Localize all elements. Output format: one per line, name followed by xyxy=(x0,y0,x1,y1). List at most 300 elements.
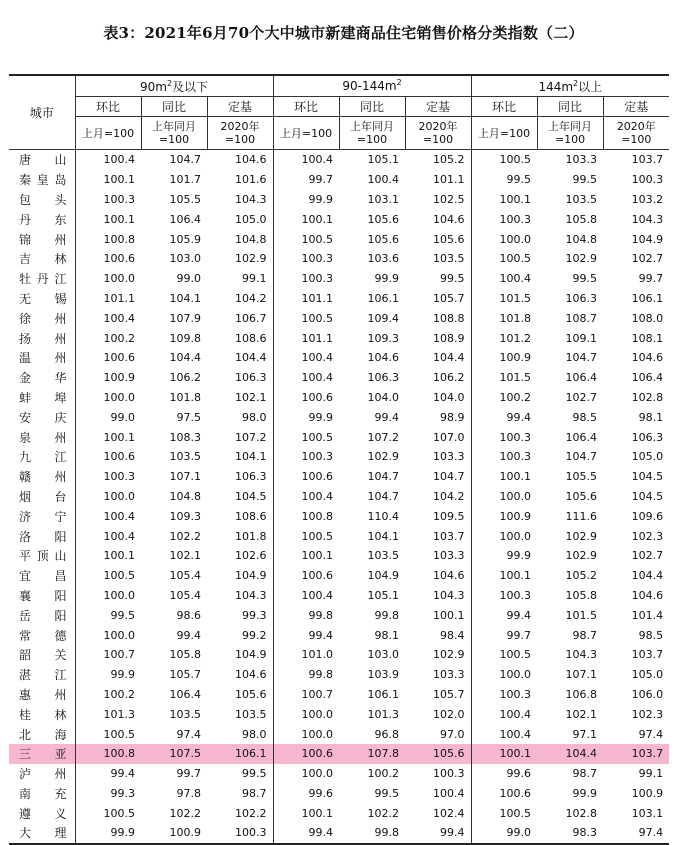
index-value: 103.7 xyxy=(631,153,664,167)
index-value: 99.7 xyxy=(638,272,664,286)
subheader-mom: 环比 xyxy=(75,97,141,117)
index-value: 101.8 xyxy=(471,308,537,328)
index-value: 100.0 xyxy=(75,388,141,408)
index-value: 100.7 xyxy=(75,645,141,665)
index-value: 101.1 xyxy=(75,289,141,309)
city-name: 烟台 xyxy=(9,487,75,507)
index-value: 104.7 xyxy=(565,351,598,365)
index-value: 104.1 xyxy=(169,291,201,305)
index-value: 102.9 xyxy=(235,252,267,266)
table-row xyxy=(9,427,669,447)
index-value: 100.3 xyxy=(433,767,465,781)
index-value: 97.5 xyxy=(176,410,201,424)
index-value: 104.6 xyxy=(433,212,465,226)
index-value: 104.7 xyxy=(367,489,400,503)
index-value: 107.8 xyxy=(339,744,405,764)
index-value: 104.7 xyxy=(433,470,465,484)
index-value: 100.6 xyxy=(75,348,141,368)
index-value: 100.8 xyxy=(273,506,339,526)
index-value: 103.5 xyxy=(433,252,465,266)
subheader-fixed-base: 定基 xyxy=(603,97,669,117)
index-value: 104.6 xyxy=(631,588,664,602)
index-value: 104.3 xyxy=(235,588,267,602)
index-value: 98.1 xyxy=(374,628,400,642)
index-value: 100.3 xyxy=(273,269,339,289)
index-value: 102.1 xyxy=(235,390,267,404)
index-value: 108.6 xyxy=(235,331,267,345)
index-value: 100.5 xyxy=(273,427,339,447)
index-value: 105.8 xyxy=(565,588,598,602)
index-value: 98.0 xyxy=(242,727,267,741)
index-value: 104.8 xyxy=(235,232,267,246)
index-value: 99.5 xyxy=(572,173,598,187)
city-name: 北海 xyxy=(9,724,75,744)
index-value: 108.6 xyxy=(235,509,267,523)
index-value: 100.4 xyxy=(273,150,339,170)
index-value: 100.5 xyxy=(75,566,141,586)
group-header-small: $90m^2$及以下 xyxy=(75,75,273,97)
index-value: 102.4 xyxy=(433,806,465,820)
index-value: 100.2 xyxy=(471,388,537,408)
index-value: 104.9 xyxy=(367,569,400,583)
index-value: 105.7 xyxy=(433,291,465,305)
index-value: 110.4 xyxy=(367,509,400,523)
city-name: 牡丹江 xyxy=(9,269,75,289)
index-value: 100.3 xyxy=(471,209,537,229)
index-value: 104.4 xyxy=(433,351,465,365)
index-value: 104.8 xyxy=(169,489,201,503)
city-name: 徐州 xyxy=(9,308,75,328)
index-value: 102.9 xyxy=(565,549,598,563)
base-label-yoy: 上年同月 =100 xyxy=(339,117,405,150)
index-value: 100.1 xyxy=(75,170,141,190)
city-name: 金华 xyxy=(9,368,75,388)
index-value: 105.0 xyxy=(631,668,664,682)
index-value: 99.9 xyxy=(273,407,339,427)
index-value: 100.9 xyxy=(141,823,207,844)
index-value: 107.0 xyxy=(433,430,465,444)
index-value: 101.1 xyxy=(273,289,339,309)
index-value: 100.0 xyxy=(273,764,339,784)
index-value: 101.5 xyxy=(471,289,537,309)
index-value: 100.0 xyxy=(75,269,141,289)
city-name: 扬州 xyxy=(9,328,75,348)
index-value: 97.4 xyxy=(176,727,201,741)
index-value: 104.8 xyxy=(565,232,598,246)
table-header xyxy=(9,75,669,150)
index-value: 100.4 xyxy=(273,487,339,507)
index-value: 100.0 xyxy=(75,487,141,507)
index-value: 104.5 xyxy=(631,470,664,484)
city-name: 韶关 xyxy=(9,645,75,665)
index-value: 107.2 xyxy=(235,430,267,444)
index-value: 102.2 xyxy=(235,806,267,820)
index-value: 105.5 xyxy=(565,470,598,484)
index-value: 99.1 xyxy=(242,272,267,286)
index-value: 109.5 xyxy=(433,509,465,523)
group-header-large: $144m^2$以上 xyxy=(471,75,669,97)
index-value: 98.5 xyxy=(572,410,598,424)
index-value: 99.9 xyxy=(471,546,537,566)
index-value: 106.0 xyxy=(631,687,664,701)
index-value: 102.3 xyxy=(631,529,664,543)
index-value: 102.2 xyxy=(169,806,201,820)
index-value: 98.7 xyxy=(572,628,598,642)
table-row xyxy=(9,546,669,566)
city-name: 洛阳 xyxy=(9,526,75,546)
index-value: 106.4 xyxy=(169,687,201,701)
index-value: 100.3 xyxy=(471,447,537,467)
index-value: 100.1 xyxy=(471,744,537,764)
index-value: 104.6 xyxy=(367,351,400,365)
index-value: 100.0 xyxy=(471,665,537,685)
index-value: 100.1 xyxy=(471,190,537,210)
index-value: 108.9 xyxy=(433,331,465,345)
table-row xyxy=(9,685,669,705)
index-value: 106.2 xyxy=(169,371,201,385)
index-value: 104.6 xyxy=(631,351,664,365)
index-value: 100.3 xyxy=(75,190,141,210)
subheader-mom: 环比 xyxy=(471,97,537,117)
index-value: 99.4 xyxy=(273,625,339,645)
index-value: 100.4 xyxy=(471,269,537,289)
table-row xyxy=(9,823,669,844)
index-value: 101.3 xyxy=(75,704,141,724)
city-name: 平顶山 xyxy=(9,546,75,566)
city-name: 大理 xyxy=(9,823,75,844)
index-value: 100.3 xyxy=(273,249,339,269)
city-name: 唐山 xyxy=(9,150,75,170)
index-value: 105.0 xyxy=(235,212,267,226)
index-value: 100.6 xyxy=(75,447,141,467)
index-value: 100.5 xyxy=(273,229,339,249)
index-value: 102.5 xyxy=(433,192,465,206)
index-value: 103.1 xyxy=(367,192,400,206)
subheader-yoy: 同比 xyxy=(339,97,405,117)
index-value: 100.4 xyxy=(75,308,141,328)
index-value: 100.4 xyxy=(75,506,141,526)
index-value: 105.6 xyxy=(433,232,465,246)
index-value: 99.4 xyxy=(273,823,339,844)
index-value: 106.3 xyxy=(235,371,267,385)
city-name: 安庆 xyxy=(9,407,75,427)
index-value: 102.9 xyxy=(367,450,400,464)
index-value: 100.2 xyxy=(75,685,141,705)
index-value: 99.2 xyxy=(242,628,267,642)
index-value: 99.5 xyxy=(471,170,537,190)
index-value: 103.3 xyxy=(565,153,598,167)
table-row xyxy=(9,308,669,328)
index-value: 109.6 xyxy=(631,509,664,523)
index-value: 108.7 xyxy=(565,311,598,325)
index-value: 105.6 xyxy=(367,212,400,226)
price-index-table xyxy=(9,74,669,845)
index-value: 103.5 xyxy=(169,707,201,721)
index-value: 102.9 xyxy=(433,648,465,662)
index-value: 103.7 xyxy=(631,648,664,662)
index-value: 104.4 xyxy=(631,569,664,583)
base-label-yoy: 上年同月 =100 xyxy=(537,117,603,150)
table-row xyxy=(9,190,669,210)
index-value: 100.4 xyxy=(433,786,465,800)
index-value: 98.4 xyxy=(440,628,465,642)
index-value: 98.3 xyxy=(537,823,603,844)
index-value: 103.7 xyxy=(603,744,669,764)
city-name: 襄阳 xyxy=(9,586,75,606)
table-row xyxy=(9,447,669,467)
base-label-mom: 上月=100 xyxy=(273,117,339,150)
index-value: 103.5 xyxy=(235,707,267,721)
header-row-base xyxy=(9,117,669,150)
index-value: 105.2 xyxy=(565,569,598,583)
index-value: 99.4 xyxy=(471,605,537,625)
index-value: 100.4 xyxy=(471,724,537,744)
index-value: 101.4 xyxy=(631,608,664,622)
index-value: 100.0 xyxy=(75,625,141,645)
index-value: 100.1 xyxy=(273,803,339,823)
index-value: 99.0 xyxy=(471,823,537,844)
index-value: 99.3 xyxy=(75,784,141,804)
index-value: 102.9 xyxy=(565,252,598,266)
index-value: 100.5 xyxy=(471,803,537,823)
base-label-fixed: 2020年 =100 xyxy=(405,117,471,150)
city-name: 济宁 xyxy=(9,506,75,526)
base-label-fixed: 2020年 =100 xyxy=(603,117,669,150)
index-value: 104.1 xyxy=(367,529,400,543)
index-value: 104.3 xyxy=(433,588,465,602)
index-value: 100.3 xyxy=(471,685,537,705)
index-value: 100.5 xyxy=(471,645,537,665)
index-value: 100.4 xyxy=(75,526,141,546)
city-name: 秦皇岛 xyxy=(9,170,75,190)
index-value: 104.5 xyxy=(235,489,267,503)
index-value: 105.6 xyxy=(367,232,400,246)
index-value: 98.9 xyxy=(440,410,465,424)
index-value: 97.0 xyxy=(440,727,465,741)
table-row xyxy=(9,526,669,546)
index-value: 99.8 xyxy=(339,823,405,844)
index-value: 107.5 xyxy=(141,744,207,764)
index-value: 100.3 xyxy=(471,586,537,606)
index-value: 103.6 xyxy=(367,252,400,266)
index-value: 104.4 xyxy=(537,744,603,764)
index-value: 99.8 xyxy=(273,665,339,685)
index-value: 109.3 xyxy=(367,331,400,345)
index-value: 106.1 xyxy=(367,291,400,305)
city-column-header: 城市 xyxy=(9,75,75,150)
city-name: 赣州 xyxy=(9,467,75,487)
index-value: 101.3 xyxy=(367,707,400,721)
index-value: 97.8 xyxy=(176,786,201,800)
index-value: 102.7 xyxy=(631,549,664,563)
index-value: 106.7 xyxy=(235,311,267,325)
index-value: 100.1 xyxy=(75,427,141,447)
index-value: 98.7 xyxy=(242,786,267,800)
table-row xyxy=(9,368,669,388)
index-value: 100.5 xyxy=(273,526,339,546)
index-value: 104.2 xyxy=(235,291,267,305)
index-value: 100.1 xyxy=(273,546,339,566)
index-value: 101.8 xyxy=(169,390,201,404)
index-value: 97.1 xyxy=(572,727,598,741)
index-value: 100.0 xyxy=(471,526,537,546)
city-name: 蚌埠 xyxy=(9,388,75,408)
index-value: 104.2 xyxy=(433,489,465,503)
index-value: 106.4 xyxy=(565,430,598,444)
index-value: 106.3 xyxy=(367,371,400,385)
index-value: 104.6 xyxy=(433,569,465,583)
header-row-comparison xyxy=(9,97,669,117)
index-value: 103.0 xyxy=(367,648,400,662)
table-row xyxy=(9,784,669,804)
index-value: 104.0 xyxy=(367,390,400,404)
index-value: 99.0 xyxy=(75,407,141,427)
index-value: 108.1 xyxy=(631,331,664,345)
city-name: 常德 xyxy=(9,625,75,645)
table-row xyxy=(9,487,669,507)
index-value: 100.1 xyxy=(433,608,465,622)
index-value: 104.4 xyxy=(235,351,267,365)
index-value: 104.9 xyxy=(631,232,664,246)
index-value: 100.4 xyxy=(273,348,339,368)
index-value: 99.5 xyxy=(440,272,465,286)
index-value: 100.0 xyxy=(273,724,339,744)
index-value: 99.8 xyxy=(273,605,339,625)
subheader-yoy: 同比 xyxy=(537,97,603,117)
index-value: 100.5 xyxy=(75,724,141,744)
index-value: 105.5 xyxy=(169,192,201,206)
index-value: 101.5 xyxy=(565,608,598,622)
index-value: 106.1 xyxy=(367,687,400,701)
table-row-highlighted xyxy=(9,744,669,764)
index-value: 103.2 xyxy=(631,192,664,206)
index-value: 99.7 xyxy=(176,767,201,781)
index-value: 100.1 xyxy=(273,209,339,229)
table-row xyxy=(9,704,669,724)
index-value: 100.0 xyxy=(273,704,339,724)
index-value: 99.4 xyxy=(374,410,400,424)
index-value: 100.9 xyxy=(631,786,664,800)
table-row xyxy=(9,566,669,586)
index-value: 107.2 xyxy=(367,430,400,444)
index-value: 106.1 xyxy=(207,744,273,764)
index-value: 100.3 xyxy=(207,823,273,844)
index-value: 104.7 xyxy=(565,450,598,464)
city-name: 丹东 xyxy=(9,209,75,229)
index-value: 100.0 xyxy=(75,586,141,606)
index-value: 100.5 xyxy=(75,803,141,823)
index-value: 100.3 xyxy=(631,173,664,187)
index-value: 100.7 xyxy=(273,685,339,705)
table-row xyxy=(9,586,669,606)
price-index-table-container xyxy=(9,74,669,845)
index-value: 100.5 xyxy=(273,308,339,328)
index-value: 107.1 xyxy=(565,668,598,682)
index-value: 100.6 xyxy=(273,744,339,764)
index-value: 108.3 xyxy=(169,430,201,444)
index-value: 106.4 xyxy=(169,212,201,226)
index-value: 99.5 xyxy=(242,767,267,781)
index-value: 105.1 xyxy=(367,588,400,602)
index-value: 100.4 xyxy=(471,704,537,724)
index-value: 108.0 xyxy=(631,311,664,325)
city-name: 泸州 xyxy=(9,764,75,784)
index-value: 105.8 xyxy=(169,648,201,662)
city-name: 温州 xyxy=(9,348,75,368)
index-value: 99.3 xyxy=(242,608,267,622)
index-value: 99.4 xyxy=(176,628,201,642)
index-value: 105.6 xyxy=(565,489,598,503)
subheader-mom: 环比 xyxy=(273,97,339,117)
base-label-mom: 上月=100 xyxy=(75,117,141,150)
index-value: 103.5 xyxy=(169,450,201,464)
table-row xyxy=(9,645,669,665)
index-value: 103.3 xyxy=(433,549,465,563)
index-value: 102.1 xyxy=(169,549,201,563)
index-value: 101.8 xyxy=(235,529,267,543)
table-row xyxy=(9,269,669,289)
index-value: 102.9 xyxy=(565,529,598,543)
index-value: 98.1 xyxy=(638,410,664,424)
index-value: 102.3 xyxy=(631,707,664,721)
city-name: 遵义 xyxy=(9,803,75,823)
table-row xyxy=(9,506,669,526)
index-value: 111.6 xyxy=(565,509,598,523)
index-value: 105.6 xyxy=(405,744,471,764)
index-value: 100.9 xyxy=(75,368,141,388)
index-value: 100.6 xyxy=(471,784,537,804)
index-value: 106.8 xyxy=(565,687,598,701)
table-row xyxy=(9,348,669,368)
index-value: 102.2 xyxy=(367,806,400,820)
index-value: 99.4 xyxy=(471,407,537,427)
index-value: 97.4 xyxy=(603,823,669,844)
index-value: 104.4 xyxy=(169,351,201,365)
index-value: 109.4 xyxy=(367,311,400,325)
index-value: 99.9 xyxy=(374,272,400,286)
index-value: 100.6 xyxy=(273,566,339,586)
index-value: 100.1 xyxy=(75,209,141,229)
index-value: 103.1 xyxy=(631,806,664,820)
index-value: 98.7 xyxy=(572,767,598,781)
index-value: 100.8 xyxy=(75,229,141,249)
table-row xyxy=(9,625,669,645)
index-value: 100.2 xyxy=(367,767,400,781)
index-value: 104.0 xyxy=(433,390,465,404)
city-name: 桂林 xyxy=(9,704,75,724)
index-value: 109.8 xyxy=(169,331,201,345)
index-value: 106.3 xyxy=(235,470,267,484)
index-value: 99.7 xyxy=(273,170,339,190)
index-value: 104.9 xyxy=(235,569,267,583)
index-value: 99.6 xyxy=(471,764,537,784)
city-name: 南充 xyxy=(9,784,75,804)
group-header-medium: $90-144m^2$ xyxy=(273,75,471,97)
table-row xyxy=(9,764,669,784)
city-name: 无锡 xyxy=(9,289,75,309)
index-value: 99.5 xyxy=(75,605,141,625)
index-value: 105.8 xyxy=(565,212,598,226)
index-value: 101.6 xyxy=(235,173,267,187)
index-value: 100.6 xyxy=(75,249,141,269)
index-value: 103.5 xyxy=(367,549,400,563)
index-value: 98.0 xyxy=(242,410,267,424)
index-value: 100.3 xyxy=(273,447,339,467)
city-name: 岳阳 xyxy=(9,605,75,625)
index-value: 102.6 xyxy=(235,549,267,563)
base-label-mom: 上月=100 xyxy=(471,117,537,150)
index-value: 102.2 xyxy=(169,529,201,543)
